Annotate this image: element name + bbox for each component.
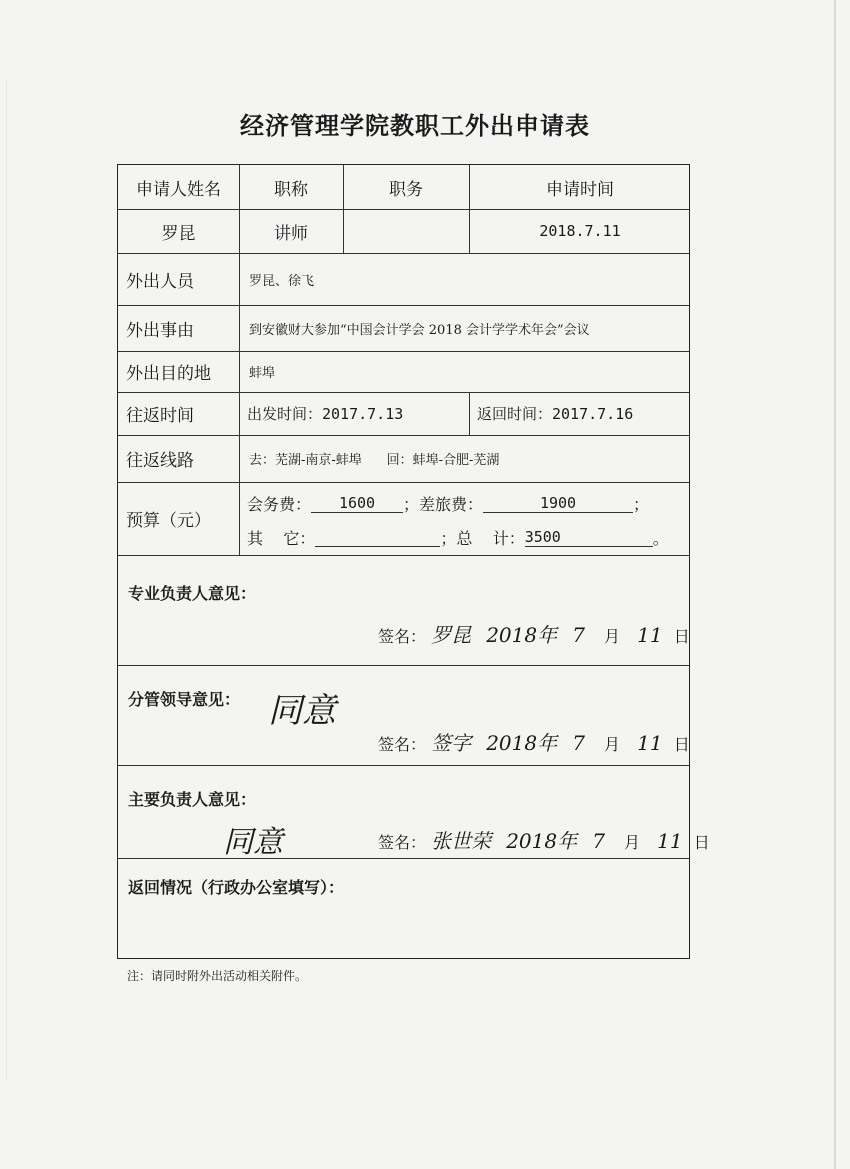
sign-day: 11 bbox=[637, 731, 663, 755]
sign-year: 2018年 bbox=[486, 623, 558, 647]
day-label: 日 bbox=[693, 833, 710, 852]
trip-time-label: 往返时间 bbox=[126, 406, 194, 426]
route-value: 去：芜湖-南京-蚌埠 回：蚌埠-合肥-芜湖 bbox=[249, 453, 500, 468]
sign-label: 签名： bbox=[378, 627, 427, 646]
other-fee-label: 其 它： bbox=[247, 528, 316, 548]
major-head-opinion-title: 专业负责人意见： bbox=[128, 584, 257, 603]
sign-year: 2018年 bbox=[486, 731, 558, 755]
applicant-date: 2018.7.11 bbox=[539, 222, 621, 240]
depart-time: 出发时间：2017.7.13 bbox=[247, 405, 404, 423]
meeting-fee-value: 1600 bbox=[311, 494, 403, 513]
sign-month: 7 bbox=[572, 731, 585, 755]
budget-line-1 bbox=[239, 487, 691, 519]
application-form bbox=[117, 164, 710, 959]
signature: 罗昆 bbox=[431, 623, 472, 647]
signature: 张世荣 bbox=[431, 829, 492, 853]
deputy-leader-comment: 同意 bbox=[268, 691, 336, 731]
month-label: 月 bbox=[604, 627, 621, 646]
applicant-name: 罗昆 bbox=[161, 223, 196, 244]
travel-fee-value: 1900 bbox=[483, 494, 633, 513]
return-time: 返回时间：2017.7.16 bbox=[477, 405, 634, 423]
sign-month: 7 bbox=[592, 829, 605, 853]
budget-label: 预算（元） bbox=[126, 511, 211, 531]
month-label: 月 bbox=[624, 833, 641, 852]
deputy-leader-opinion-title: 分管领导意见： bbox=[128, 690, 241, 709]
chief-sign-row bbox=[378, 825, 710, 854]
sign-day: 11 bbox=[657, 829, 683, 853]
total-label: ；总 计： bbox=[440, 528, 525, 548]
major-head-sign-row bbox=[378, 619, 690, 648]
chief-comment: 同意 bbox=[223, 825, 283, 860]
page-edge bbox=[834, 0, 836, 1169]
header-position: 职务 bbox=[389, 179, 423, 200]
reason-value: 到安徽财大参加“中国会计学会 2018 会计学学术年会”会议 bbox=[249, 322, 590, 338]
form-title: 经济管理学院教职工外出申请表 bbox=[240, 112, 590, 140]
route-label: 往返线路 bbox=[126, 451, 194, 471]
deputy-leader-sign-row bbox=[378, 727, 690, 756]
travel-fee-label: ；差旅费： bbox=[403, 494, 484, 514]
destination-value: 蚌埠 bbox=[249, 366, 276, 381]
header-title: 职称 bbox=[274, 179, 308, 200]
other-fee-value bbox=[315, 528, 440, 547]
page-edge bbox=[6, 80, 7, 1080]
personnel-label: 外出人员 bbox=[126, 271, 194, 292]
sign-day: 11 bbox=[637, 623, 663, 647]
signature: 签字 bbox=[431, 731, 472, 755]
header-applicant-name: 申请人姓名 bbox=[136, 179, 221, 200]
sign-year: 2018年 bbox=[506, 829, 578, 853]
month-label: 月 bbox=[604, 735, 621, 754]
total-value: 3500 bbox=[525, 528, 653, 547]
applicant-title: 讲师 bbox=[274, 223, 308, 244]
destination-label: 外出目的地 bbox=[126, 364, 211, 384]
sign-month: 7 bbox=[572, 623, 585, 647]
sign-label: 签名： bbox=[378, 735, 427, 754]
budget-semicolon: ； bbox=[633, 494, 650, 514]
budget-period: 。 bbox=[652, 528, 669, 548]
header-apply-date: 申请时间 bbox=[546, 179, 614, 200]
day-label: 日 bbox=[673, 735, 690, 754]
applicant-position bbox=[343, 209, 469, 253]
return-info-title: 返回情况（行政办公室填写）： bbox=[128, 878, 345, 897]
personnel-value: 罗昆、徐飞 bbox=[249, 273, 315, 289]
reason-label: 外出事由 bbox=[126, 320, 194, 341]
meeting-fee-label: 会务费： bbox=[247, 494, 312, 514]
sign-label: 签名： bbox=[378, 833, 427, 852]
chief-opinion-title: 主要负责人意见： bbox=[128, 790, 257, 809]
footnote: 注：请同时附外出活动相关附件。 bbox=[127, 969, 308, 983]
day-label: 日 bbox=[673, 627, 690, 646]
budget-line-2 bbox=[239, 521, 691, 553]
